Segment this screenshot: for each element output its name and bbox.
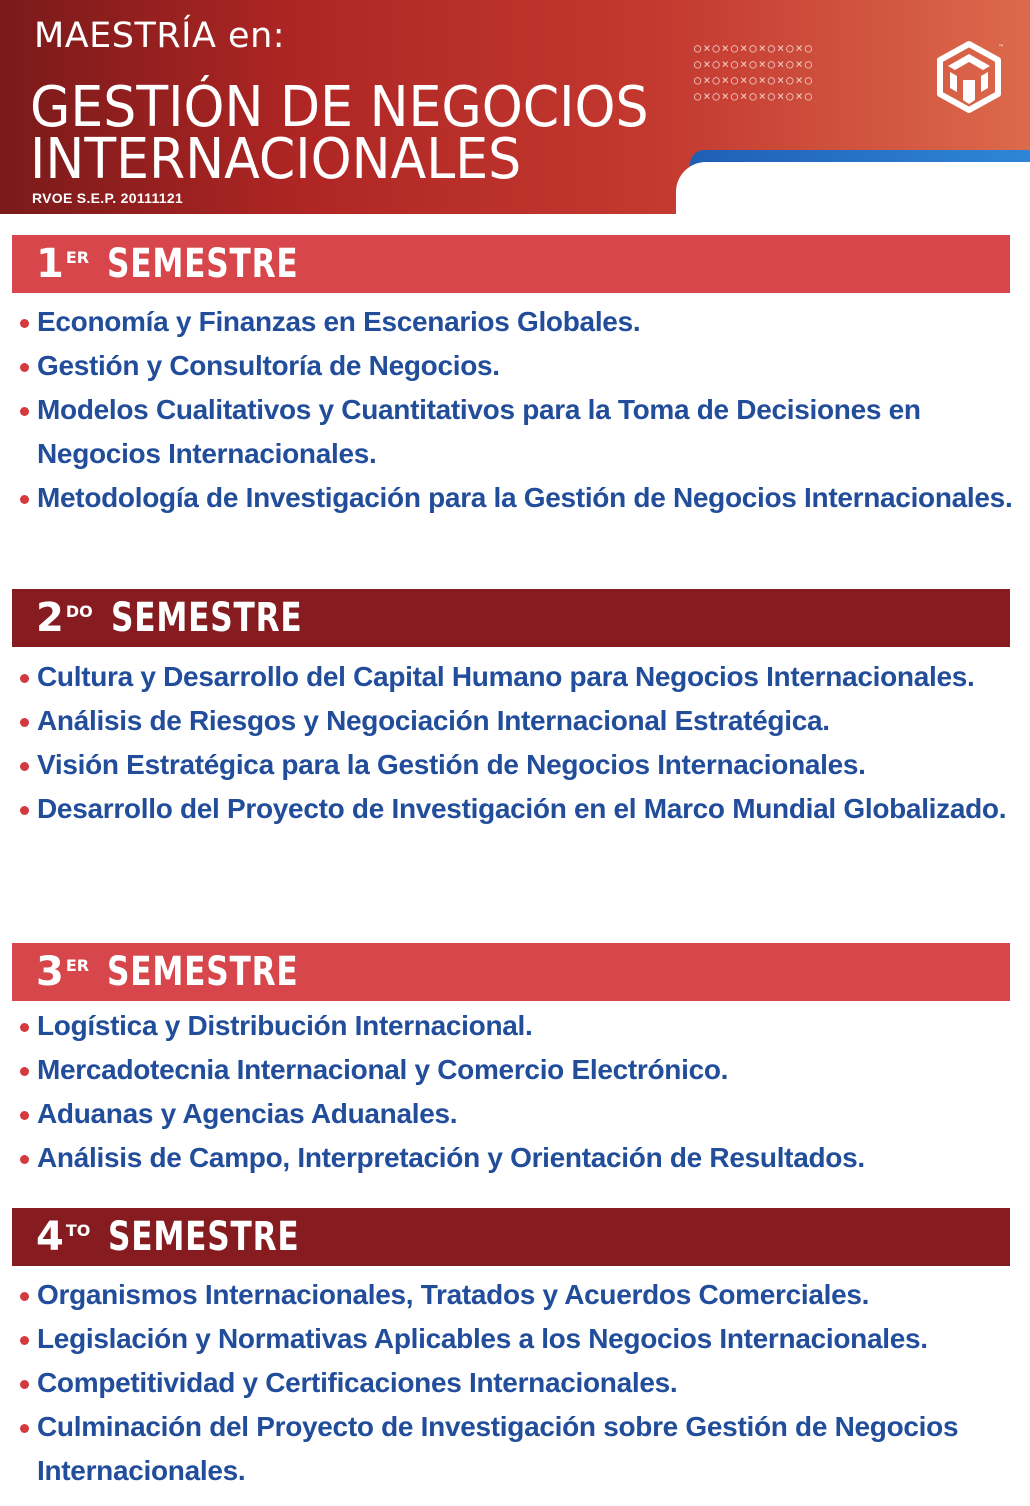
course-item: Metodología de Investigación para la Gestión de Negocios Internacionales. bbox=[20, 476, 1015, 520]
semester-ordinal-suffix: TO bbox=[65, 1221, 91, 1240]
semester-ordinal-suffix: DO bbox=[65, 602, 93, 621]
course-item: Competitividad y Certificaciones Internacionales. bbox=[20, 1361, 1015, 1405]
bullet-icon bbox=[20, 495, 29, 504]
course-item: Desarrollo del Proyecto de Investigación en el Marco Mundial Globalizado. bbox=[20, 787, 1015, 831]
semester-label: SEMESTRE bbox=[107, 241, 299, 287]
program-title-line1: GESTIÓN DE NEGOCIOS bbox=[30, 75, 649, 140]
semester-label: SEMESTRE bbox=[110, 595, 303, 641]
semester-ordinal-suffix: ER bbox=[65, 248, 90, 267]
rvoe-registration: RVOE S.E.P. 20111121 bbox=[32, 190, 184, 206]
cube-logo-icon bbox=[932, 40, 1006, 114]
course-item: Logística y Distribución Internacional. bbox=[20, 1004, 1015, 1048]
semester-number: 1 bbox=[36, 241, 64, 287]
bullet-icon bbox=[20, 762, 29, 771]
semester-number: 3 bbox=[36, 949, 64, 995]
semester-ordinal-suffix: ER bbox=[65, 956, 90, 975]
semester-2-courses bbox=[20, 655, 1015, 831]
course-item: Modelos Cualitativos y Cuantitativos para la Toma de Decisiones en Negocios Internacionales. bbox=[20, 388, 1015, 476]
course-item: Culminación del Proyecto de Investigación sobre Gestión de Negocios Internacionales. bbox=[20, 1405, 1015, 1493]
bullet-icon bbox=[20, 806, 29, 815]
semester-label: SEMESTRE bbox=[108, 1214, 300, 1260]
bullet-icon bbox=[20, 1067, 29, 1076]
bullet-icon bbox=[20, 1424, 29, 1433]
bullet-icon bbox=[20, 718, 29, 727]
semester-4-band bbox=[12, 1208, 1010, 1266]
course-item: Aduanas y Agencias Aduanales. bbox=[20, 1092, 1015, 1136]
course-item: Legislación y Normativas Aplicables a los Negocios Internacionales. bbox=[20, 1317, 1015, 1361]
pattern-row: ○×○×○×○×○×○×○ bbox=[694, 41, 814, 55]
program-subtitle: MAESTRÍA en: bbox=[34, 16, 286, 56]
course-item: Análisis de Campo, Interpretación y Orientación de Resultados. bbox=[20, 1136, 1015, 1180]
bullet-icon bbox=[20, 1336, 29, 1345]
course-item: Análisis de Riesgos y Negociación Internacional Estratégica. bbox=[20, 699, 1015, 743]
semester-label: SEMESTRE bbox=[107, 949, 299, 995]
semester-number: 2 bbox=[36, 595, 64, 641]
semester-3-courses bbox=[20, 1004, 1015, 1180]
svg-text:™: ™ bbox=[998, 44, 1004, 51]
bullet-icon bbox=[20, 363, 29, 372]
program-title-line2: INTERNACIONALES bbox=[30, 127, 522, 192]
xo-pattern-decoration bbox=[694, 40, 916, 104]
semester-1-band bbox=[12, 235, 1010, 293]
course-item: Gestión y Consultoría de Negocios. bbox=[20, 344, 1015, 388]
course-item: Visión Estratégica para la Gestión de Negocios Internacionales. bbox=[20, 743, 1015, 787]
bullet-icon bbox=[20, 1023, 29, 1032]
course-item: Organismos Internacionales, Tratados y Acuerdos Comerciales. bbox=[20, 1273, 1015, 1317]
bullet-icon bbox=[20, 1155, 29, 1164]
pattern-row: ○×○×○×○×○×○×○ bbox=[694, 73, 814, 87]
program-header bbox=[0, 0, 1030, 214]
semester-1-courses bbox=[20, 300, 1015, 520]
bullet-icon bbox=[20, 319, 29, 328]
bullet-icon bbox=[20, 1292, 29, 1301]
semester-2-band bbox=[12, 589, 1010, 647]
course-item: Economía y Finanzas en Escenarios Globales. bbox=[20, 300, 1015, 344]
semester-number: 4 bbox=[36, 1214, 64, 1260]
course-item: Mercadotecnia Internacional y Comercio Electrónico. bbox=[20, 1048, 1015, 1092]
header-notch bbox=[676, 162, 1030, 214]
bullet-icon bbox=[20, 1111, 29, 1120]
bullet-icon bbox=[20, 674, 29, 683]
course-item: Cultura y Desarrollo del Capital Humano para Negocios Internacionales. bbox=[20, 655, 1015, 699]
semester-3-band bbox=[12, 943, 1010, 1001]
pattern-row: ○×○×○×○×○×○×○ bbox=[694, 89, 814, 103]
bullet-icon bbox=[20, 407, 29, 416]
bullet-icon bbox=[20, 1380, 29, 1389]
semester-4-courses bbox=[20, 1273, 1015, 1493]
pattern-row: ○×○×○×○×○×○×○ bbox=[694, 57, 814, 71]
